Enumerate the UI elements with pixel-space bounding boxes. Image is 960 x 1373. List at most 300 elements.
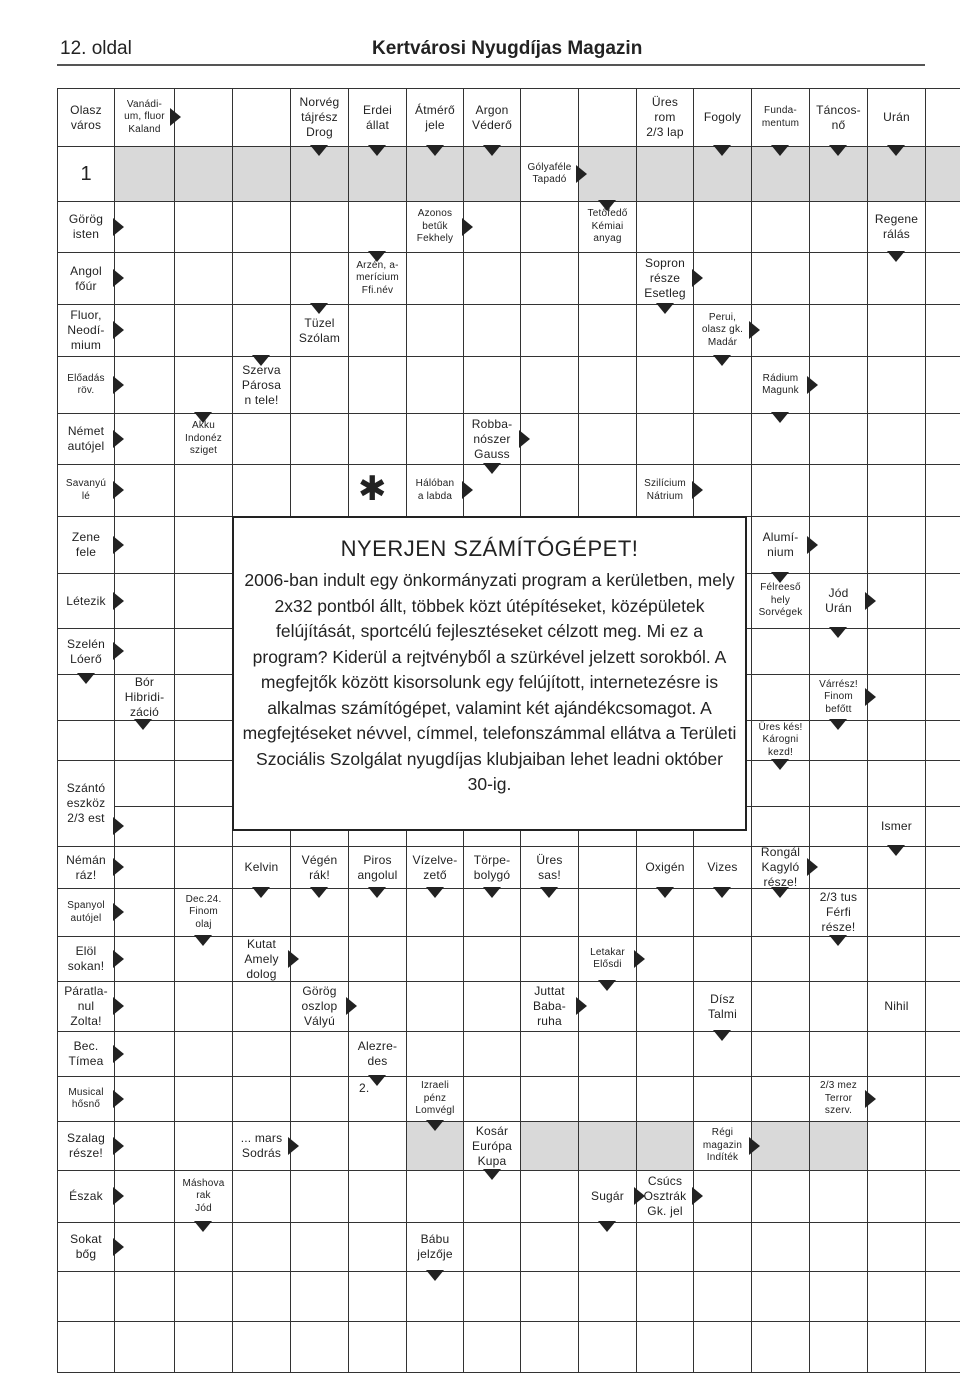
grid-cell[interactable] [290, 464, 349, 517]
grid-cell[interactable] [751, 1321, 810, 1373]
solution-cell[interactable] [809, 1121, 868, 1171]
grid-cell[interactable] [925, 760, 960, 807]
grid-cell[interactable] [809, 304, 868, 357]
grid-cell[interactable] [925, 628, 960, 675]
arrow-right-icon [462, 481, 473, 499]
grid-cell[interactable] [809, 1222, 868, 1272]
grid-cell[interactable] [751, 464, 810, 517]
grid-cell[interactable] [463, 1271, 521, 1322]
grid-cell[interactable] [406, 252, 464, 305]
grid-cell[interactable] [463, 252, 521, 305]
grid-cell[interactable] [290, 1321, 349, 1373]
clue-haloban: Hálóban a labda [406, 464, 464, 517]
arrow-right-icon [634, 950, 645, 968]
grid-cell[interactable] [809, 1321, 868, 1373]
clue-eloadas: Előadás röv. [57, 356, 115, 414]
grid-cell[interactable] [232, 304, 291, 357]
grid-cell[interactable] [867, 760, 926, 807]
arrow-down-icon [194, 412, 212, 423]
grid-cell[interactable] [925, 356, 960, 414]
grid-cell[interactable] [751, 1271, 810, 1322]
grid-cell[interactable] [578, 413, 637, 465]
row-number-1[interactable]: 1 [57, 146, 115, 202]
grid-cell[interactable] [751, 1222, 810, 1272]
solution-cell[interactable] [232, 146, 291, 202]
grid-cell[interactable] [232, 201, 291, 253]
clue-argon: Argon Véderő [463, 88, 521, 147]
grid-cell[interactable] [520, 1222, 579, 1272]
arrow-down-icon [483, 887, 501, 898]
grid-cell[interactable] [867, 1121, 926, 1171]
grid-cell[interactable] [174, 1271, 233, 1322]
grid-cell[interactable] [463, 1076, 521, 1122]
arrow-right-icon [113, 903, 124, 921]
grid-cell[interactable] [290, 1271, 349, 1322]
grid-cell[interactable] [867, 413, 926, 465]
row-number-2: 2. [359, 1081, 370, 1095]
grid-cell[interactable] [174, 573, 233, 629]
arrow-down-icon [77, 673, 95, 684]
arrow-right-icon [749, 1137, 760, 1155]
arrow-down-icon [829, 935, 847, 946]
solution-cell[interactable] [174, 146, 233, 202]
grid-cell[interactable] [348, 413, 407, 465]
grid-cell[interactable] [463, 1321, 521, 1373]
grid-cell[interactable] [636, 356, 694, 414]
arrow-down-icon [368, 251, 386, 262]
grid-cell[interactable] [232, 88, 291, 147]
grid-cell[interactable] [232, 464, 291, 517]
arrow-right-icon [288, 1137, 299, 1155]
grid-cell[interactable] [693, 1321, 752, 1373]
grid-cell[interactable] [463, 1222, 521, 1272]
grid-cell[interactable] [520, 356, 579, 414]
grid-cell[interactable] [290, 1031, 349, 1077]
clue-zene-fele: Zene fele [57, 516, 115, 574]
grid-cell[interactable] [232, 1271, 291, 1322]
clue-gorog-isten: Görög isten [57, 201, 115, 253]
grid-cell[interactable] [174, 1031, 233, 1077]
grid-cell[interactable] [751, 628, 810, 675]
clue-norveg: Norvég tájrész Drog [290, 88, 349, 147]
grid-cell[interactable] [114, 760, 175, 807]
grid-cell[interactable] [520, 252, 579, 305]
clue-golyafele: Gólyaféle Tapadó [520, 146, 579, 202]
solution-cell[interactable] [636, 146, 694, 202]
grid-cell[interactable] [809, 806, 868, 847]
grid-cell[interactable] [290, 1076, 349, 1122]
grid-cell[interactable] [867, 1222, 926, 1272]
clue-ures-kes: Üres kés! Károgni kezd! [751, 720, 810, 761]
grid-cell[interactable] [925, 936, 960, 982]
grid-cell[interactable] [232, 252, 291, 305]
grid-cell[interactable] [520, 1076, 579, 1122]
clue-tus: 2/3 tus Férfi része! [809, 888, 868, 937]
grid-cell[interactable] [232, 1321, 291, 1373]
grid-cell[interactable] [520, 1031, 579, 1077]
clue-szanto: Szántó eszköz 2/3 est [57, 760, 115, 847]
arrow-down-icon [368, 887, 386, 898]
grid-cell[interactable] [636, 1076, 694, 1122]
arrow-right-icon [865, 592, 876, 610]
clue-szilicium: Szilícium Nátrium [636, 464, 694, 517]
arrow-down-icon [829, 719, 847, 730]
grid-cell[interactable] [867, 464, 926, 517]
clue-juttat: Juttat Baba- ruha [520, 981, 579, 1032]
arrow-right-icon [113, 376, 124, 394]
grid-cell[interactable] [751, 806, 810, 847]
arrow-down-icon [771, 145, 789, 156]
grid-cell[interactable] [867, 1271, 926, 1322]
grid-cell[interactable] [463, 981, 521, 1032]
arrow-right-icon [113, 817, 124, 835]
grid-cell[interactable] [520, 1321, 579, 1373]
arrow-down-icon [713, 887, 731, 898]
grid-cell[interactable] [174, 88, 233, 147]
grid-cell[interactable] [348, 304, 407, 357]
grid-cell[interactable] [290, 356, 349, 414]
arrow-right-icon [749, 321, 760, 339]
grid-cell[interactable] [578, 846, 637, 889]
grid-cell[interactable] [406, 936, 464, 982]
clue-arzen: Arzén, a- merícium Ffi.név [348, 252, 407, 305]
grid-cell[interactable] [520, 936, 579, 982]
arrow-right-icon [170, 108, 181, 126]
grid-cell[interactable] [290, 201, 349, 253]
grid-cell[interactable] [174, 1121, 233, 1171]
grid-cell[interactable] [174, 1076, 233, 1122]
grid-cell[interactable] [578, 1076, 637, 1122]
clue-varresz: Várrész! Finom befőtt [809, 674, 868, 721]
grid-cell[interactable] [348, 201, 407, 253]
grid-cell[interactable] [809, 1031, 868, 1077]
grid-cell[interactable] [925, 516, 960, 574]
clue-eszak: Észak [57, 1170, 115, 1223]
grid-cell[interactable] [751, 201, 810, 253]
grid-cell[interactable] [809, 981, 868, 1032]
arrow-down-icon [656, 303, 674, 314]
grid-cell[interactable] [578, 888, 637, 937]
grid-cell[interactable] [290, 1170, 349, 1223]
grid-cell[interactable] [578, 88, 637, 147]
grid-cell[interactable] [232, 413, 291, 465]
grid-cell[interactable] [57, 1321, 115, 1373]
grid-cell[interactable] [636, 1321, 694, 1373]
clue-angol-four: Angol főúr [57, 252, 115, 305]
clue-azonos-betuk: Azonos betűk Fekhely [406, 201, 464, 253]
grid-cell[interactable] [751, 1170, 810, 1223]
grid-cell[interactable] [925, 806, 960, 847]
grid-cell[interactable] [925, 1321, 960, 1373]
clue-tancosno: Táncos- nő [809, 88, 868, 147]
grid-cell[interactable] [174, 464, 233, 517]
grid-cell[interactable] [232, 981, 291, 1032]
grid-cell[interactable] [925, 1222, 960, 1272]
grid-cell[interactable] [174, 1321, 233, 1373]
arrow-right-icon [634, 1187, 645, 1205]
solution-cell[interactable] [578, 1121, 637, 1171]
contest-text: 2006-ban indult egy önkormányzati program a kerületben, mely 2x32 pontból állt, többek közt útépítéseket, középületek felújítását, sportcélú fejlesztéseket célzott meg. Mi ez a program? Kiderül a rejtvényből a szürkével jelzett sorokból. A megfejtők között kisorsolunk egy felújított, internetezésre is alkalmas számítógépet, valamint két ajándékcsomagot. A megfejtéseket névvel, címmel, telefonszámmal ellátva a Területi Szociális Szolgálat nyugdíjas klubjaiban lehet leadni október 30-ig. [242, 570, 737, 794]
arrow-right-icon [113, 1045, 124, 1063]
grid-cell[interactable] [520, 1271, 579, 1322]
grid-cell[interactable] [348, 1271, 407, 1322]
grid-cell[interactable] [463, 304, 521, 357]
solution-cell[interactable] [114, 146, 175, 202]
grid-cell[interactable] [578, 1031, 637, 1077]
grid-cell[interactable] [925, 413, 960, 465]
grid-cell[interactable] [520, 201, 579, 253]
grid-cell[interactable] [925, 1170, 960, 1223]
grid-cell[interactable] [406, 413, 464, 465]
clue-aluminium: Alumí- nium [751, 516, 810, 574]
grid-cell[interactable] [406, 981, 464, 1032]
clue-regi-magazin: Régi magazin Indíték [693, 1121, 752, 1171]
grid-cell[interactable] [174, 304, 233, 357]
grid-cell[interactable] [867, 1031, 926, 1077]
grid-cell[interactable] [693, 1076, 752, 1122]
grid-cell[interactable] [809, 413, 868, 465]
grid-cell[interactable] [174, 806, 233, 847]
clue-disz: Dísz Talmi [693, 981, 752, 1032]
grid-cell[interactable] [867, 1170, 926, 1223]
arrow-right-icon [288, 950, 299, 968]
clue-szerva: Szerva Párosa n tele! [232, 356, 291, 414]
arrow-down-icon [887, 251, 905, 262]
arrow-down-icon [713, 355, 731, 366]
clue-atmero: Átmérő jele [406, 88, 464, 147]
arrow-down-icon [310, 303, 328, 314]
grid-cell[interactable] [463, 936, 521, 982]
grid-cell[interactable] [348, 1170, 407, 1223]
arrow-right-icon [462, 218, 473, 236]
clue-tetofedo: Tetőfedő Kémiai anyag [578, 201, 637, 253]
grid-cell[interactable] [809, 1271, 868, 1322]
grid-cell[interactable] [578, 252, 637, 305]
clue-fluor-neodimium: Fluor, Neodí- mium [57, 304, 115, 357]
clue-dec24: Dec.24. Finom olaj [174, 888, 233, 937]
grid-cell[interactable] [925, 1271, 960, 1322]
clue-felreeso: Félreeső hely Sorvégek [751, 573, 810, 629]
clue-csucs: Csúcs Osztrák Gk. jel [636, 1170, 694, 1223]
grid-cell[interactable] [406, 1170, 464, 1223]
grid-cell[interactable] [290, 413, 349, 465]
grid-cell[interactable] [867, 1321, 926, 1373]
grid-cell[interactable] [406, 1031, 464, 1077]
header-rule [57, 64, 925, 66]
grid-cell[interactable] [348, 1321, 407, 1373]
clue-mashova: Máshova rak Jód [174, 1170, 233, 1223]
clue-paratlanul: Páratla- nul Zolta! [57, 981, 115, 1032]
grid-cell[interactable] [406, 1321, 464, 1373]
grid-cell[interactable] [867, 356, 926, 414]
grid-cell[interactable] [693, 413, 752, 465]
grid-cell[interactable] [290, 1222, 349, 1272]
grid-cell[interactable] [925, 88, 960, 147]
clue-musical: Musical hősnő [57, 1076, 115, 1122]
arrow-down-icon [829, 145, 847, 156]
grid-cell[interactable] [348, 936, 407, 982]
grid-cell[interactable] [809, 1170, 868, 1223]
arrow-down-icon [771, 412, 789, 423]
clue-mars: ... mars Sodrás [232, 1121, 291, 1171]
grid-cell[interactable] [406, 356, 464, 414]
grid-cell[interactable] [57, 1271, 115, 1322]
arrow-right-icon [865, 1090, 876, 1108]
grid-cell[interactable] [925, 573, 960, 629]
grid-cell[interactable] [232, 1170, 291, 1223]
grid-cell[interactable] [636, 1222, 694, 1272]
arrow-down-icon [310, 145, 328, 156]
clue-sopron: Sopron része Esetleg [636, 252, 694, 305]
grid-cell[interactable] [925, 981, 960, 1032]
arrow-down-icon [194, 935, 212, 946]
grid-cell[interactable] [520, 88, 579, 147]
grid-cell[interactable] [867, 936, 926, 982]
grid-cell[interactable] [925, 252, 960, 305]
clue-kosar: Kosár Európa Kupa [463, 1121, 521, 1171]
clue-ures-rom: Üres rom 2/3 lap [636, 88, 694, 147]
clue-szelen: Szelén Lóerő [57, 628, 115, 675]
arrow-right-icon [576, 165, 587, 183]
grid-cell[interactable] [232, 1031, 291, 1077]
arrow-right-icon [807, 536, 818, 554]
grid-cell[interactable] [520, 464, 579, 517]
grid-cell[interactable] [867, 304, 926, 357]
grid-cell[interactable] [693, 936, 752, 982]
grid-cell[interactable] [751, 1076, 810, 1122]
grid-cell[interactable] [174, 760, 233, 807]
arrow-down-icon [887, 845, 905, 856]
arrow-down-icon [887, 145, 905, 156]
grid-cell[interactable] [174, 981, 233, 1032]
grid-cell[interactable] [809, 201, 868, 253]
arrow-right-icon [346, 997, 357, 1015]
grid-cell[interactable] [925, 1031, 960, 1077]
grid-cell[interactable] [174, 516, 233, 574]
grid-cell[interactable] [114, 1321, 175, 1373]
grid-cell[interactable] [636, 1031, 694, 1077]
clue-vizes: Vizes [693, 846, 752, 889]
grid-cell[interactable] [232, 1222, 291, 1272]
clue-fogoly: Fogoly [693, 88, 752, 147]
grid-cell[interactable] [463, 1031, 521, 1077]
grid-cell[interactable] [867, 628, 926, 675]
grid-cell[interactable] [174, 628, 233, 675]
contest-title: NYERJEN SZÁMÍTÓGÉPET! [340, 536, 639, 561]
grid-cell[interactable] [578, 304, 637, 357]
clue-vegen-rak: Végén rák! [290, 846, 349, 889]
grid-cell[interactable] [867, 516, 926, 574]
grid-cell[interactable] [174, 356, 233, 414]
grid-cell[interactable] [925, 201, 960, 253]
grid-cell[interactable] [578, 1271, 637, 1322]
grid-cell[interactable] [174, 674, 233, 721]
clue-perui: Perui, olasz gk. Madár [693, 304, 752, 357]
arrow-right-icon [113, 592, 124, 610]
grid-cell[interactable] [636, 413, 694, 465]
grid-cell[interactable] [925, 304, 960, 357]
clue-oxigen: Oxigén [636, 846, 694, 889]
grid-cell[interactable] [578, 356, 637, 414]
grid-cell[interactable] [751, 1031, 810, 1077]
clue-ures-sas: Üres sas! [520, 846, 579, 889]
grid-cell[interactable] [348, 1222, 407, 1272]
grid-cell[interactable] [520, 1170, 579, 1223]
clue-regeneralas: Regene rálás [867, 201, 926, 253]
grid-cell[interactable] [809, 252, 868, 305]
arrow-right-icon [113, 321, 124, 339]
grid-cell[interactable] [751, 674, 810, 721]
clue-babu: Bábu jelzője [406, 1222, 464, 1272]
grid-cell[interactable] [290, 252, 349, 305]
grid-cell[interactable] [693, 1222, 752, 1272]
grid-cell[interactable] [925, 1121, 960, 1171]
grid-cell[interactable] [57, 720, 115, 761]
solution-cell[interactable] [925, 146, 960, 202]
grid-cell[interactable] [925, 674, 960, 721]
grid-cell[interactable] [578, 1321, 637, 1373]
grid-cell[interactable] [520, 304, 579, 357]
grid-cell[interactable] [751, 936, 810, 982]
solution-cell[interactable] [520, 1121, 579, 1171]
grid-cell[interactable] [925, 720, 960, 761]
grid-cell[interactable] [174, 720, 233, 761]
clue-sokat-bog: Sokat bőg [57, 1222, 115, 1272]
clue-radium: Rádium Magunk [751, 356, 810, 414]
grid-cell[interactable] [636, 201, 694, 253]
clue-letezik: Létezik [57, 573, 115, 629]
grid-cell[interactable] [174, 252, 233, 305]
grid-cell[interactable] [174, 846, 233, 889]
grid-cell[interactable] [636, 981, 694, 1032]
grid-cell[interactable] [925, 846, 960, 889]
grid-cell[interactable] [348, 356, 407, 414]
arrow-down-icon [368, 145, 386, 156]
clue-nihil: Nihil [867, 981, 926, 1032]
grid-cell[interactable] [925, 464, 960, 517]
clue-kutat: Kutat Amely dolog [232, 936, 291, 982]
grid-cell[interactable] [578, 464, 637, 517]
arrow-right-icon [576, 997, 587, 1015]
grid-cell[interactable] [348, 1121, 407, 1171]
grid-cell[interactable] [114, 1271, 175, 1322]
solution-cell[interactable] [636, 1121, 694, 1171]
grid-cell[interactable] [693, 201, 752, 253]
grid-cell[interactable] [867, 888, 926, 937]
clue-alezredes: Alezre- des [348, 1031, 407, 1077]
arrow-down-icon [713, 145, 731, 156]
grid-cell[interactable] [751, 981, 810, 1032]
grid-cell[interactable] [463, 356, 521, 414]
grid-cell[interactable] [809, 760, 868, 807]
arrow-down-icon [426, 145, 444, 156]
grid-cell[interactable] [809, 464, 868, 517]
arrow-down-icon [310, 887, 328, 898]
grid-cell[interactable] [925, 1076, 960, 1122]
grid-cell[interactable] [406, 304, 464, 357]
grid-cell[interactable] [232, 1076, 291, 1122]
grid-cell[interactable] [751, 252, 810, 305]
grid-cell[interactable] [636, 1271, 694, 1322]
grid-cell[interactable] [925, 888, 960, 937]
grid-cell[interactable] [867, 720, 926, 761]
clue-nemet-autojel: Német autójel [57, 413, 115, 465]
arrow-down-icon [134, 719, 152, 730]
grid-cell[interactable] [174, 201, 233, 253]
arrow-right-icon [113, 218, 124, 236]
arrow-right-icon [865, 688, 876, 706]
grid-cell[interactable] [693, 1271, 752, 1322]
